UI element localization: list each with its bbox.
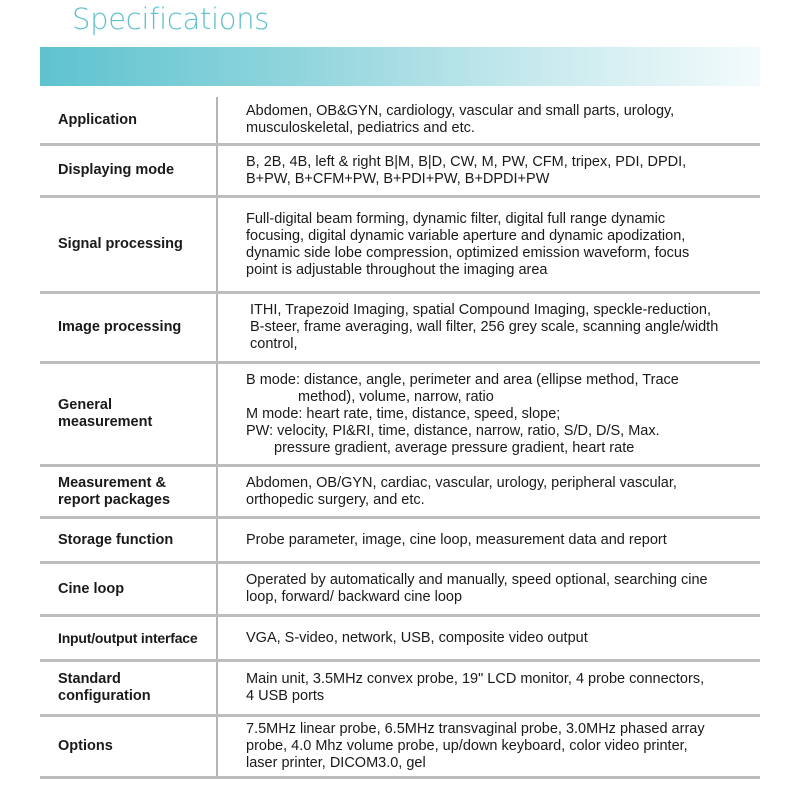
value-line: method), volume, narrow, ratio [298,388,494,405]
spec-label [40,717,218,776]
spec-label [40,564,218,614]
spec-value [218,467,760,516]
label-text: Signal processing [58,236,183,252]
spec-row-standard-config [40,662,760,717]
label-text: Application [58,111,137,128]
value-line: pressure gradient, average pressure gradient, heart rate [274,439,635,456]
spec-label [40,364,218,464]
spec-value [218,97,760,143]
label-text: Displaying mode [58,162,175,178]
label-text: configuration [58,688,151,704]
spec-label [40,198,218,291]
value-line: PW: velocity, PI&RI, time, distance, narrow, ratio, S/D, D/S, Max. [246,422,660,439]
label-text: Standard [58,671,121,687]
label-text: measurement [58,414,153,430]
label-text: Cine loop [58,580,125,597]
spec-value [218,198,760,291]
spec-row-options [40,717,760,779]
value-line: Operated by automatically and manually, speed optional, searching cine [246,572,708,588]
spec-value [218,294,760,361]
spec-value [218,662,760,714]
spec-label [40,467,218,516]
spec-value [218,564,760,614]
spec-label [40,294,218,361]
value-line: Abdomen, OB/GYN, cardiac, vascular, urology, peripheral vascular, [246,474,677,491]
spec-row-general-measurement [40,364,760,467]
spec-value [218,146,760,195]
value-line: ITHI, Trapezoid Imaging, spatial Compound Imaging, speckle-reduction, [250,302,712,318]
label-text: Image processing [58,319,182,335]
value-line: Main unit, 3.5MHz convex probe, 19" LCD monitor, 4 probe connectors, [246,671,705,687]
spec-label [40,617,218,659]
spec-label [40,519,218,561]
page-title: Specifications [72,2,270,36]
spec-row-application [40,97,760,146]
value-line: orthopedic surgery, and etc. [246,491,425,508]
label-text: report packages [58,491,171,508]
label-text: Options [58,738,113,754]
spec-table [40,97,760,779]
spec-row-displaying-mode [40,146,760,198]
spec-value [218,519,760,561]
value-line: B+PW, B+CFM+PW, B+PDI+PW, B+DPDI+PW [246,170,550,187]
value-line: Abdomen, OB&GYN, cardiology, vascular and small parts, urology, [246,103,675,119]
spec-row-cine-loop [40,564,760,617]
spec-row-storage-function [40,519,760,564]
label-text: General [58,397,112,413]
value-line: Probe parameter, image, cine loop, measurement data and report [246,531,667,548]
spec-label [40,146,218,195]
header-banner [40,47,760,86]
value-line: focusing, digital dynamic variable aperture and dynamic apodization, [246,227,686,244]
spec-row-signal-processing [40,198,760,294]
value-line: loop, forward/ backward cine loop [246,589,463,605]
spec-row-image-processing [40,294,760,364]
value-line: 4 USB ports [246,688,325,704]
value-line: probe, 4.0 Mhz volume probe, up/down keyboard, color video printer, [246,738,688,754]
spec-value [218,617,760,659]
value-line: M mode: heart rate, time, distance, speed, slope; [246,405,561,422]
spec-row-measurement-report [40,467,760,519]
value-line: control, [250,336,298,352]
label-text: Storage function [58,531,174,548]
value-line: laser printer, DICOM3.0, gel [246,755,426,771]
spec-value [218,717,760,776]
value-line: 7.5MHz linear probe, 6.5MHz transvaginal probe, 3.0MHz phased array [246,721,705,737]
spec-value [218,364,760,464]
label-text: Input/output interface [58,629,198,646]
value-line: VGA, S-video, network, USB, composite video output [246,629,588,646]
spec-label [40,97,218,143]
value-line: point is adjustable throughout the imaging area [246,261,548,278]
value-line: dynamic side lobe compression, optimized emission waveform, focus [246,244,690,261]
value-line: Full-digital beam forming, dynamic filter, digital full range dynamic [246,210,666,227]
spec-row-io-interface [40,617,760,662]
value-line: B mode: distance, angle, perimeter and area (ellipse method, Trace [246,371,679,388]
value-line: musculoskeletal, pediatrics and etc. [246,120,475,136]
label-text: Measurement & [58,474,166,491]
value-line: B, 2B, 4B, left & right B|M, B|D, CW, M, PW, CFM, tripex, PDI, DPDI, [246,153,687,170]
value-line: B-steer, frame averaging, wall filter, 256 grey scale, scanning angle/width [250,319,719,335]
spec-label [40,662,218,714]
